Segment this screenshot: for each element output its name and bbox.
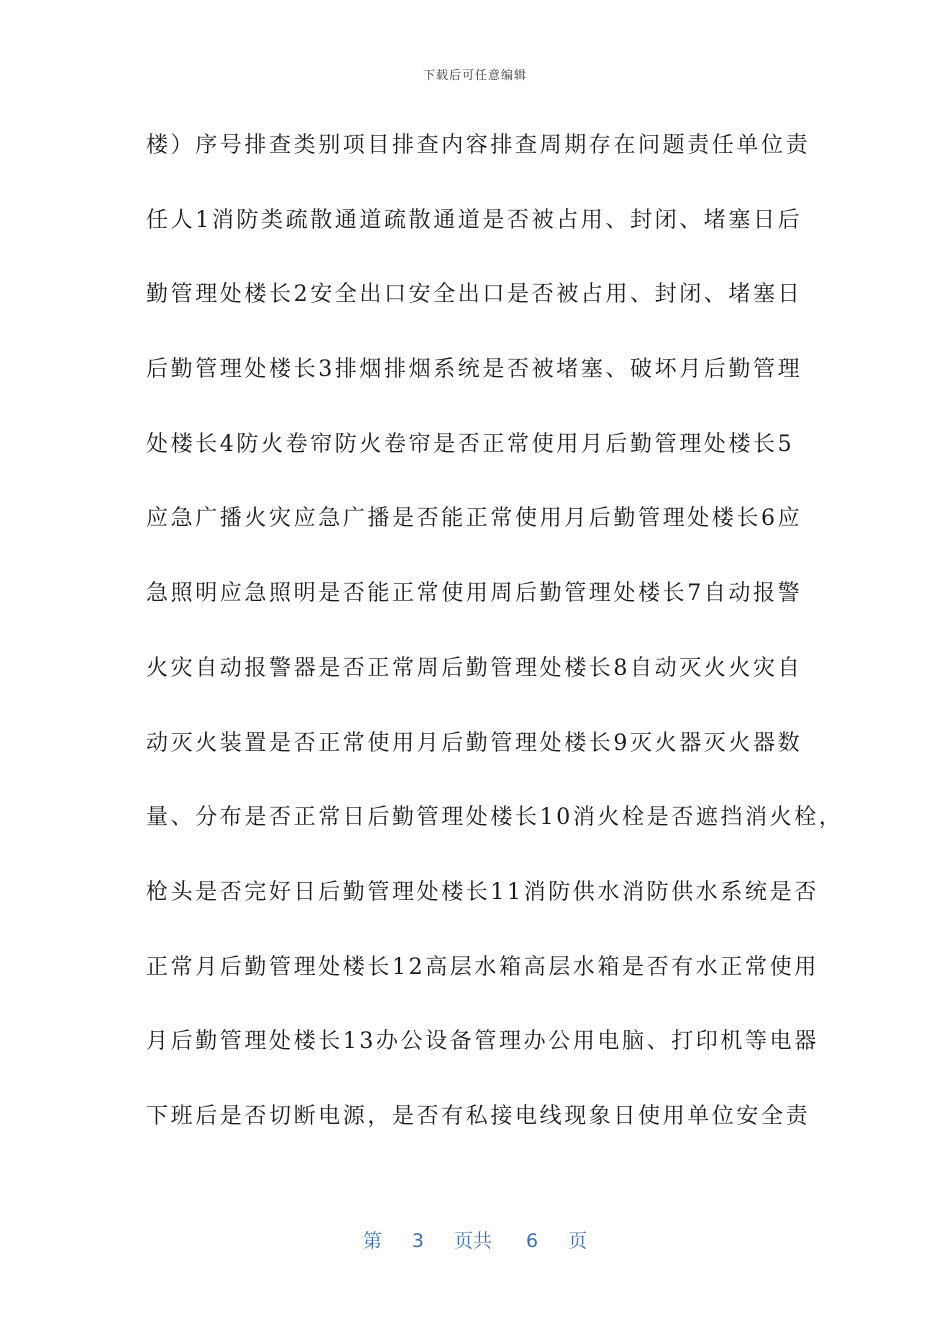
- body-line-5: 处楼长4防火卷帘防火卷帘是否正常使用月后勤管理处楼长5: [146, 431, 795, 457]
- header-note: 下载后可任意编辑: [422, 68, 527, 82]
- footer-total-pages: 6: [526, 1230, 539, 1252]
- footer-suffix: 页: [568, 1230, 588, 1252]
- body-line-12: 正常月后勤管理处楼长12高层水箱高层水箱是否有水正常使用: [146, 954, 819, 980]
- footer-middle: 页共: [453, 1230, 492, 1252]
- body-line-9: 动灭火装置是否正常使用月后勤管理处楼长9灭火器灭火器数: [146, 730, 803, 756]
- document-body: [146, 124, 844, 1170]
- body-line-10: 量、分布是否正常日后勤管理处楼长10消火栓是否遮挡消火栓，: [146, 805, 844, 831]
- body-line-14: 下班后是否切断电源，是否有私接电线现象日使用单位安全责: [146, 1103, 811, 1129]
- body-line-13: 月后勤管理处楼长13办公设备管理办公用电脑、打印机等电器: [146, 1029, 819, 1055]
- body-line-7: 急照明应急照明是否能正常使用周后勤管理处楼长7自动报警: [146, 581, 803, 607]
- footer-current-page: 3: [411, 1230, 424, 1252]
- body-line-2: 任人1消防类疏散通道疏散通道是否被占用、封闭、堵塞日后: [146, 207, 803, 233]
- footer-prefix: 第: [362, 1230, 382, 1252]
- body-line-3: 勤管理处楼长2安全出口安全出口是否被占用、封闭、堵塞日: [146, 282, 803, 308]
- body-line-4: 后勤管理处楼长3排烟排烟系统是否被堵塞、破坏月后勤管理: [146, 357, 803, 383]
- page-footer: [0, 1226, 950, 1253]
- body-line-6: 应急广播火灾应急广播是否能正常使用月后勤管理处楼长6应: [146, 506, 803, 532]
- body-line-11: 枪头是否完好日后勤管理处楼长11消防供水消防供水系统是否: [146, 879, 819, 905]
- body-line-1: 楼）序号排查类别项目排查内容排查周期存在问题责任单位责: [146, 133, 811, 158]
- body-line-8: 火灾自动报警器是否正常周后勤管理处楼长8自动灭火火灾自: [146, 655, 803, 681]
